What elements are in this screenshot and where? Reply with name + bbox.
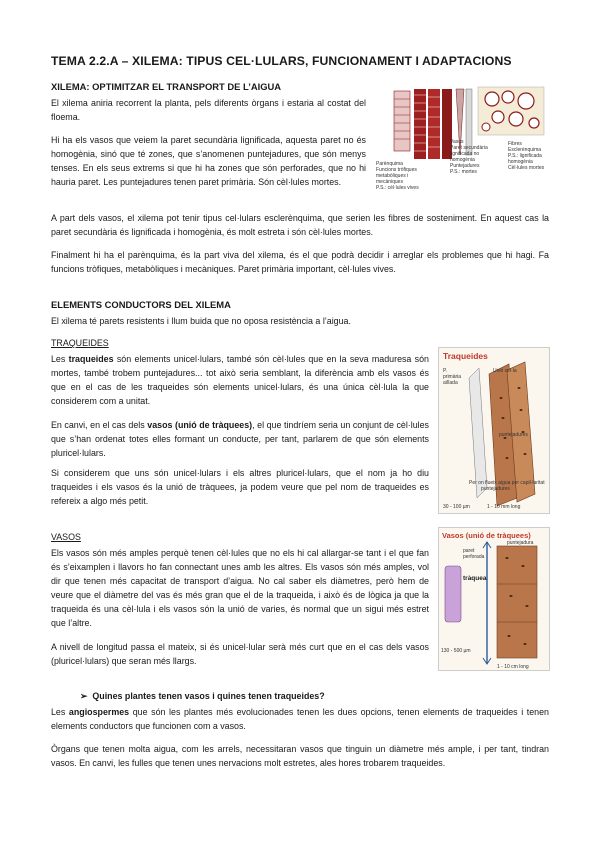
paragraph-xilema-parets: El xilema té parets resistents i llum buida que no oposa resistència a l’aigua. <box>51 316 351 326</box>
label-mid-5: P.S.: mortes <box>450 169 477 175</box>
paragraph-organs-aigua: Òrgans que tenen molta aigua, com les arrels, necessitaran vasos que tinguin un diàmetre més ample, i per tant, tindran vasos. En canvi, les fulles que tenen unes nervacions molt estretes, ales hores trobarem traqueides. <box>51 744 549 768</box>
label-mid-4: Puntejadures <box>450 163 480 169</box>
figure-xylem-cell-types <box>374 85 548 197</box>
traq-label-2: aïllada <box>443 380 458 386</box>
paragraph-vasos-2: A nivell de longitud passa el mateix, si és unicel·lular serà més curt que en el cas dels vasos (pluricel·lulars) que seran més llargs. <box>51 642 429 666</box>
label-mid-0: Vasos <box>450 139 464 145</box>
subheading-vasos: VASOS <box>51 532 81 542</box>
traq-label-6: puntejadures <box>481 486 510 492</box>
vasos-label-0: paret <box>463 548 475 554</box>
paragraph-traqueides-2: En canvi, en el cas dels vasos (unió de tràquees), el que tindríem seria un conjunt de cèl·lules que s’han ordenat totes elles formant un conducte, per tant, parlarem de que són elements pluricel·lulars. <box>51 420 429 458</box>
figure-traqueides <box>438 347 550 514</box>
page-title: TEMA 2.2.A – XILEMA: TIPUS CEL·LULARS, FUNCIONAMENT I ADAPTACIONS <box>51 54 512 68</box>
paragraph-esclerenquima: A part dels vasos, el xilema pot tenir tipus cel·lulars esclerènquima, que serien les fibres de sosteniment. En aquest cas la paret secundària és lignificada i homogènia, és molt estreta i són cèl·lules mortes. <box>51 213 549 237</box>
paragraph-vasos-puntejadures: Hi ha els vasos que veiem la paret secundària lignificada, aquesta paret no és homogènia, sinó que té zones, que s’anomenen puntejadures, que són menys tenses. En els seus extrems si que hi ha zones que són perforades, que no hi hauria paret. Les puntejadures tenen paret primària. Són cèl·lules mortes. <box>51 135 366 187</box>
vasos-label-3: puntejadura <box>507 540 534 546</box>
subheading-traqueides: TRAQUEIDES <box>51 338 109 348</box>
paragraph-vasos-1: Els vasos són més amples perquè tenen cèl·lules que no els hi cal allargar-se tant i el que fan és s’eixamplen i llavors ho fan connectant unes amb les altres. Els vasos són més amples, vol dir que tenen més capacitat de transport d’aigua. No cal saber els diàmetres, però hem de veure que el diàmetre del vas és més gran que el de la traqueida, i això és de lògica ja que la traqueida és una cèl·lula i els vasos són la unió de varies, és normal que un sigui més estret que l’altre. <box>51 548 429 628</box>
traq-label-7: 30 - 100 µm <box>443 504 470 510</box>
traqueides-figure-title: Traqueides <box>443 351 488 361</box>
section-heading-elements-conductors: ELEMENTS CONDUCTORS DEL XILEMA <box>51 299 231 310</box>
vasos-label-5: 1 - 10 cm long <box>497 664 529 670</box>
xylem-cross-section <box>478 87 544 135</box>
parenchyma-drawing <box>394 91 410 151</box>
label-right-2: P.S.: lignificada <box>508 153 542 159</box>
section-heading-xilema: XILEMA: OPTIMITZAR EL TRANSPORT DE L’AIGUA <box>51 81 282 92</box>
label-right-4: Cèl·lules mortes <box>508 165 545 171</box>
label-right-1: Esclerènquima <box>508 147 542 153</box>
paragraph-traqueides-1: Les traqueides són elements unicel·lulars, també són cèl·lules que en la seva maduresa són mortes, també trobem puntejadures... tot això seria semblant, la diferència amb els vasos és que en el cas de les traqueides són elements unicel·lulars, és una única cèl·lula la que considerem com a unitat. <box>51 354 429 406</box>
label-left-3: mecàniques <box>376 179 403 185</box>
traq-label-3: Unió cel·la <box>493 368 517 374</box>
paragraph-angiospermes: Les angiospermes que són les plantes més evolucionades tenen les dues opcions, tenen elements de traqueides i tenen elements conductors que funcionen com a vasos. <box>51 707 549 731</box>
bullet-question: ➢ Quines plantes tenen vasos i quines tenen traqueides? <box>80 691 325 701</box>
vasos-label-1: perforada <box>463 554 485 560</box>
vasos-label-2: tràquea <box>463 575 487 582</box>
vessels-drawing <box>414 89 452 159</box>
label-left-2: metabòliques i <box>376 173 409 179</box>
traq-label-4: puntejadures <box>499 432 528 438</box>
traqueides-illustration <box>439 348 549 513</box>
label-right-3: homogènia <box>508 159 533 165</box>
label-mid-1: Paret secundària <box>450 145 488 151</box>
paragraph-parenquima: Finalment hi ha el parènquima, és la part viva del xilema, és el que podrà decidir i arreglar els problemes que hi hagi. Fa funcions tròfiques, metabòliques i mecàniques. Paret primària important, cèl·lules vives. <box>51 250 549 274</box>
arrow-bullet-icon: ➢ <box>80 691 93 701</box>
traq-label-0: P. <box>443 368 448 374</box>
traq-label-5: Per on flueix aigua per capil·laritat <box>469 480 545 486</box>
vasos-figure-title: Vasos (unió de tràquees) <box>442 531 531 540</box>
paragraph-xilema-intro: El xilema aniria recorrent la planta, pels diferents òrgans i estaria al costat del floema. <box>51 98 366 122</box>
xylem-cells-illustration <box>374 85 548 197</box>
label-left-4: P.S.: cèl·lules vives <box>376 185 419 191</box>
label-mid-2: lignificada no <box>450 151 480 157</box>
label-left-0: Parènquima <box>376 161 403 167</box>
label-mid-3: homogènia <box>450 157 475 163</box>
traq-label-1: primària <box>443 374 462 380</box>
traq-label-8: 1 - 10 mm long <box>487 504 521 510</box>
vasos-label-4: 130 - 500 µm <box>441 648 471 654</box>
figure-vasos <box>438 527 550 671</box>
label-right-0: Fibres <box>508 141 522 147</box>
label-left-1: Funcions tròfiques <box>376 167 417 173</box>
vasos-illustration <box>439 528 549 670</box>
paragraph-traqueides-3: Si considerem que uns són unicel·lulars i els altres pluricel·lulars, que el nom ja ho diu traqueides i els vasos és la unió de tràquees, ja podem veure que pel nom de traqueides es refereix a algo més petit. <box>51 468 429 506</box>
